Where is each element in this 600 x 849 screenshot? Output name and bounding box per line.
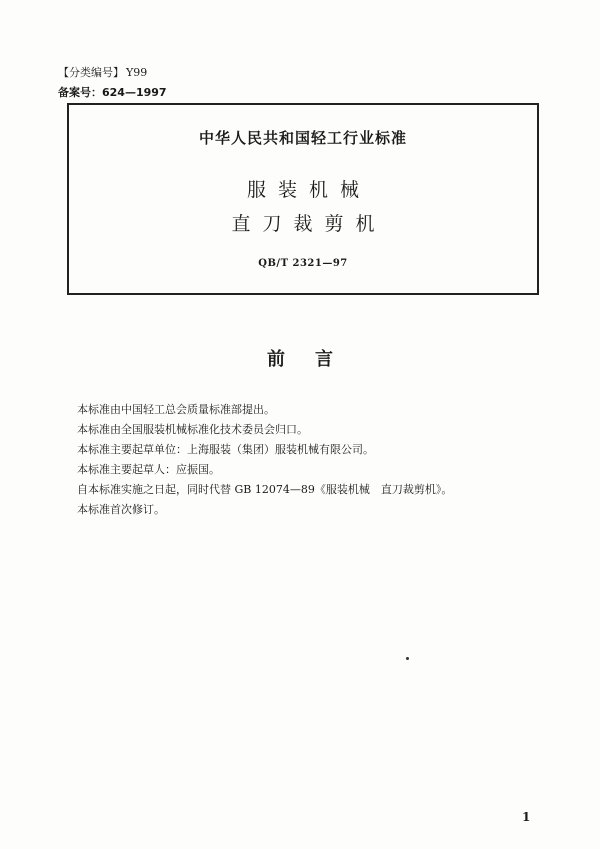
filing-line bbox=[58, 84, 167, 100]
filing-label: 备案号： bbox=[58, 86, 102, 99]
foreword-line: 自本标准实施之日起，同时代替 GB 12074—89《服装机械 直刀裁剪机》。 bbox=[77, 483, 453, 496]
classification-code: Y99 bbox=[126, 66, 148, 79]
foreword-line: 本标准首次修订。 bbox=[77, 503, 165, 516]
page-number: 1 bbox=[522, 810, 531, 824]
foreword-line: 本标准主要起草单位：上海服装（集团）服装机械有限公司。 bbox=[77, 443, 374, 456]
standard-number: QB/T 2321—97 bbox=[258, 258, 348, 269]
foreword-line: 本标准由中国轻工总会质量标准部提出。 bbox=[77, 403, 275, 416]
scan-speck bbox=[406, 657, 409, 660]
standard-category: 中华人民共和国轻工行业标准 bbox=[198, 129, 407, 147]
foreword-heading: 前言 bbox=[267, 349, 363, 370]
foreword-line: 本标准由全国服装机械标准化技术委员会归口。 bbox=[77, 423, 308, 436]
filing-number: 624—1997 bbox=[102, 86, 167, 99]
title-box bbox=[67, 103, 539, 295]
document-title-sub: 直刀裁剪机 bbox=[231, 213, 387, 235]
foreword-body bbox=[77, 400, 547, 520]
classification-line bbox=[58, 64, 147, 80]
foreword-line: 本标准主要起草人：应振国。 bbox=[77, 463, 220, 476]
classification-label: 【分类编号】 bbox=[58, 66, 124, 79]
document-title-main: 服装机械 bbox=[246, 179, 371, 201]
